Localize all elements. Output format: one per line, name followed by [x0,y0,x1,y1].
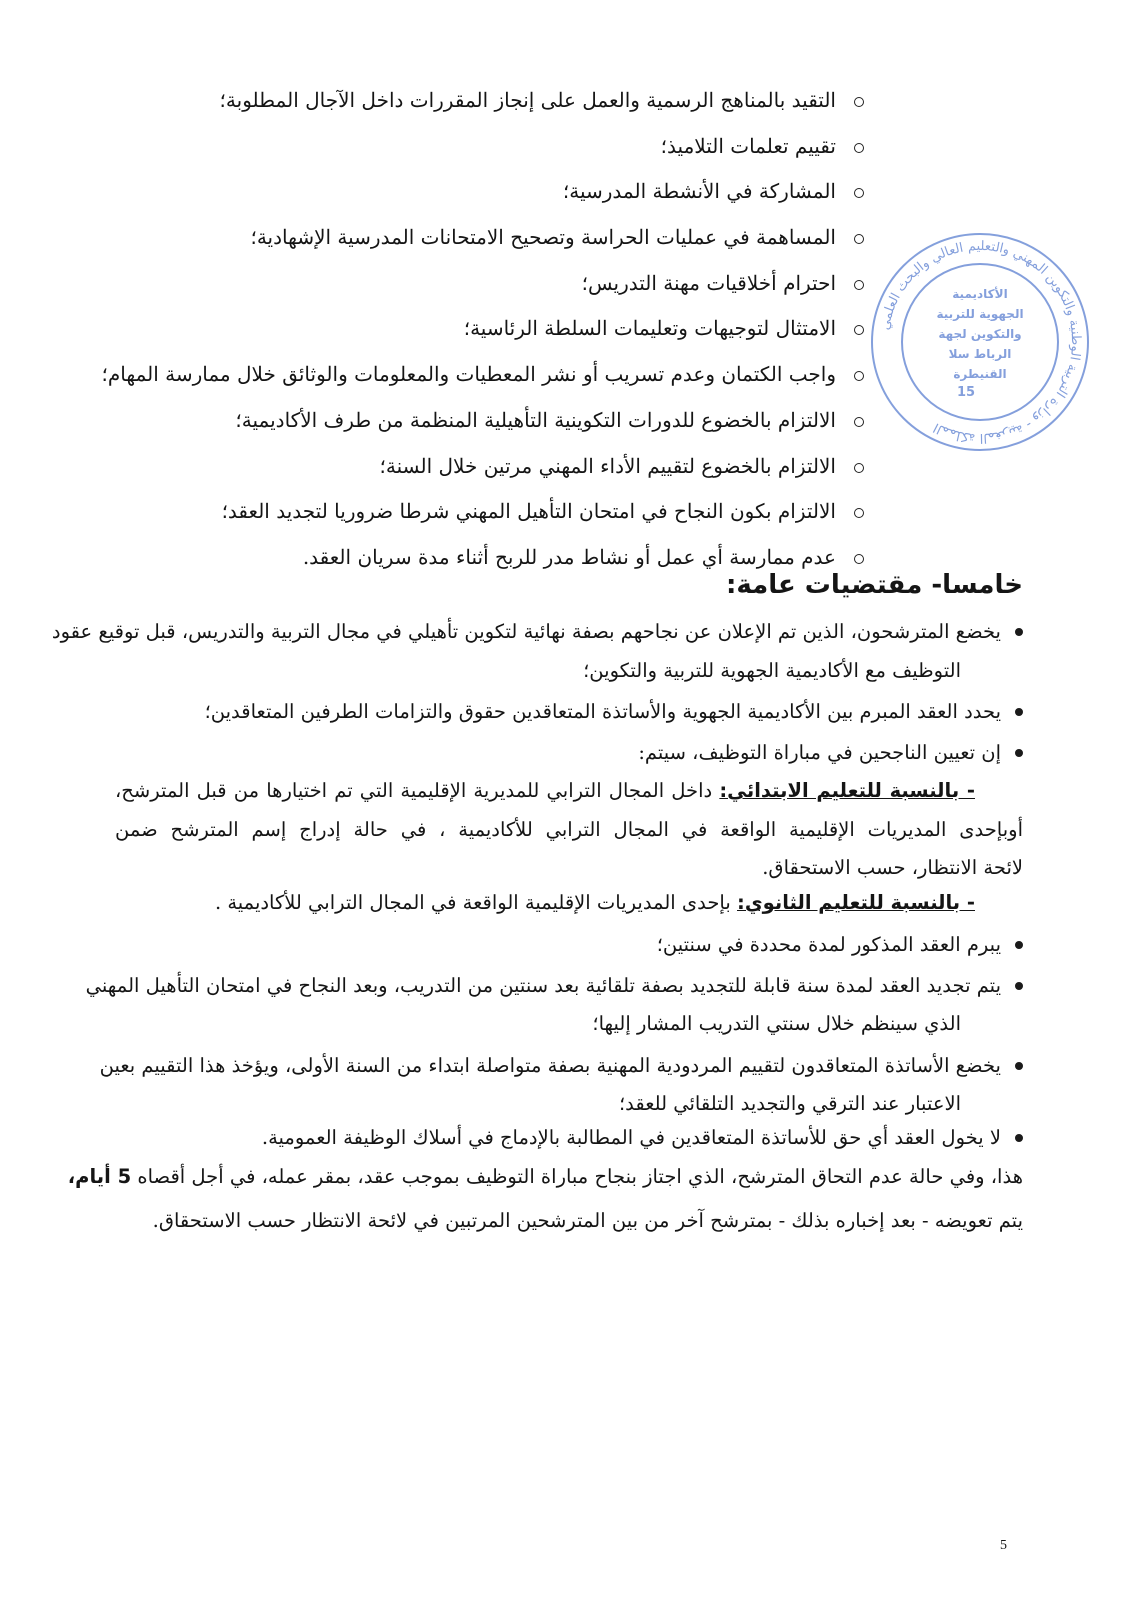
bullet-text: إن تعيين الناجحين في مباراة التوظيف، سيتم: [638,741,1001,764]
section-title: خامسا- مقتضيات عامة: [725,570,1023,600]
bullet-text: يبرم العقد المذكور لمدة محددة في سنتين؛ [656,933,1001,956]
bullet-text: يحدد العقد المبرم بين الأكاديمية الجهوية والأساتذة المتعاقدين حقوق والتزامات الطرفين المتعاقدين؛ [204,700,1001,723]
bullet-text: يخضع المترشحون، الذين تم الإعلان عن نجاحهم بصفة نهائية لتكوين تأهيلي في مجال التربية والتدريس، قبل توقيع عقود [51,620,1001,643]
stamp-inner-line: والتكوين لجهة [938,327,1022,341]
stamp-inner-line: القنيطرة [953,367,1007,381]
bullet-icon [1015,749,1023,757]
bullet-text: التوظيف مع الأكاديمية الجهوية للتربية والتكوين؛ [583,659,961,682]
general-provisions [51,0,1023,1600]
page-number: 5 [1000,1538,1007,1553]
list-item: احترام أخلاقيات مهنة التدريس؛ [200,263,890,309]
list-item: تقييم تعلمات التلاميذ؛ [200,126,890,172]
bullet-text: الذي سينظم خلال سنتي التدريب المشار إليها؛ [592,1012,961,1035]
bullet-icon [1015,941,1023,949]
bullet-icon [1015,1062,1023,1070]
primary-education-line: أوبإحدى المديريات الإقليمية الواقعة في المجال الترابي للأكاديمية ، في حالة إدراج إسم المترشح ضمن [115,818,1023,841]
bullet-icon [1015,628,1023,636]
bullet-text: لا يخول العقد أي حق للأساتذة المتعاقدين في المطالبة بالإدماج في أسلاك الوظيفة العمومية. [261,1126,1001,1149]
closing-paragraph: يتم تعويضه - بعد إخباره بذلك - بمترشح آخر من بين المترشحين المرتبين في لائحة الانتظار حسب الاستحقاق. [152,1209,1023,1232]
stamp-inner-line: الرباط سلا [948,347,1012,361]
list-item: الالتزام بالخضوع لتقييم الأداء المهني مرتين خلال السنة؛ [200,446,890,492]
list-item: الالتزام بكون النجاح في امتحان التأهيل المهني شرطا ضروريا لتجديد العقد؛ [200,491,890,537]
bullet-text: يخضع الأساتذة المتعاقدون لتقييم المردودية المهنية بصفة متواصلة ابتداء من السنة الأولى، ويؤخذ هذا التقييم بعين [99,1054,1001,1077]
list-item: عدم ممارسة أي عمل أو نشاط مدر للربح أثناء مدة سريان العقد. [200,537,890,583]
secondary-education-line: - بالنسبة للتعليم الثانوي: بإحدى المديريات الإقليمية الواقعة في المجال الترابي للأكاديمية . [214,891,975,914]
stamp-inner-line: الجهوية للتربية [936,307,1024,321]
bullet-icon [1015,982,1023,990]
list-item: المشاركة في الأنشطة المدرسية؛ [200,171,890,217]
list-item: الامتثال لتوجيهات وتعليمات السلطة الرئاسية؛ [200,308,890,354]
stamp-outer-text: المملكة المغربية - وزارة التربية الوطنية والتكوين المهني والتعليم العالي والبحث العلمي [877,238,1084,446]
primary-education-line: - بالنسبة للتعليم الابتدائي: داخل المجال الترابي للمديرية الإقليمية التي تم اختيارها من قبل المترشح، [115,779,975,802]
list-item: الالتزام بالخضوع للدورات التكوينية التأهيلية المنظمة من طرف الأكاديمية؛ [200,400,890,446]
list-item: واجب الكتمان وعدم تسريب أو نشر المعطيات والمعلومات والوثائق خلال ممارسة المهام؛ [200,354,890,400]
list-item: التقيد بالمناهج الرسمية والعمل على إنجاز المقررات داخل الآجال المطلوبة؛ [200,80,890,126]
bullet-icon [1015,708,1023,716]
bullet-icon [1015,1134,1023,1142]
bullet-text: الاعتبار عند الترقي والتجديد التلقائي للعقد؛ [618,1092,961,1115]
stamp-inner-line: الأكاديمية [952,287,1008,301]
bullet-text: يتم تجديد العقد لمدة سنة قابلة للتجديد بصفة تلقائية بعد سنتين من التدريب، وبعد النجاح في امتحان التأهيل المهني [85,974,1001,997]
stamp-number: 15 [956,385,976,400]
primary-education-line: لائحة الانتظار، حسب الاستحقاق. [762,856,1023,879]
closing-paragraph: هذا، وفي حالة عدم التحاق المترشح، الذي اجتاز بنجاح مباراة التوظيف بموجب عقد، بمقر عمله، في أجل أقصاه 5 أيام، [67,1165,1023,1188]
list-item: المساهمة في عمليات الحراسة وتصحيح الامتحانات المدرسية الإشهادية؛ [200,217,890,263]
